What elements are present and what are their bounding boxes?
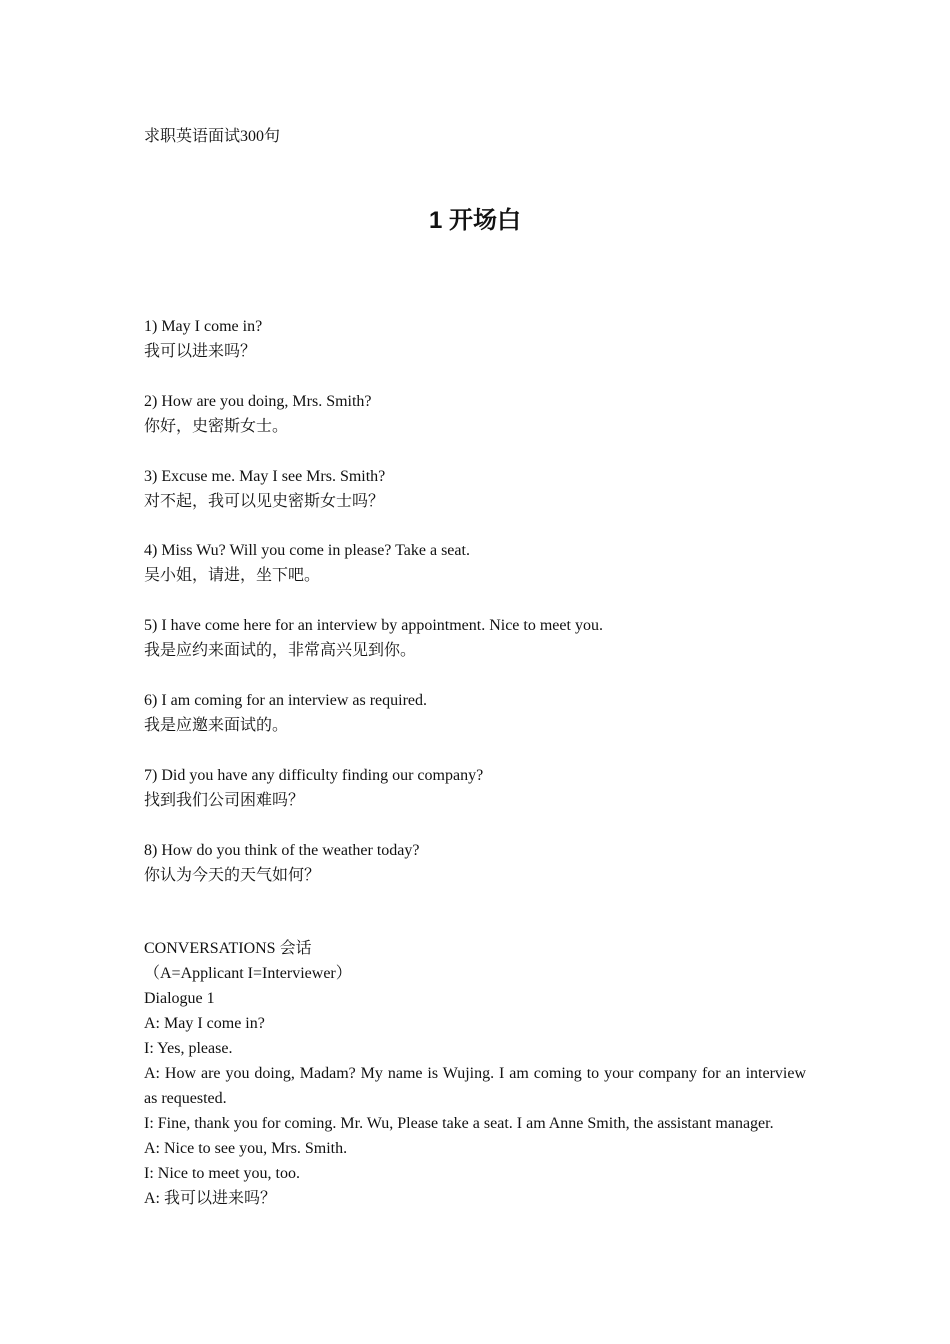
section-heading: 1 开场白 [428, 207, 521, 234]
phrase-item [144, 688, 806, 763]
phrase-chinese: 你好，史密斯女士。 [144, 417, 289, 435]
phrase-item [144, 763, 806, 838]
phrase-chinese: 我可以进来吗？ [144, 343, 257, 360]
dialogue-line: A: 我可以进来吗？ [144, 1190, 277, 1207]
phrase-chinese: 我是应邀来面试的。 [144, 716, 289, 734]
phrase-english: 1) May I come in? [144, 318, 263, 335]
conversations-legend: （A=Applicant I=Interviewer） [144, 965, 352, 982]
dialogue-line: A: May I come in? [144, 1015, 265, 1032]
dialogue-line: A: Nice to see you, Mrs. Smith. [144, 1140, 348, 1157]
phrase-item [144, 314, 806, 389]
phrase-chinese: 我是应约来面试的，非常高兴见到你。 [144, 642, 417, 660]
phrase-item [144, 464, 806, 539]
phrase-item [144, 838, 806, 913]
phrase-chinese: 吴小姐，请进，坐下吧。 [144, 567, 321, 585]
phrase-english: 6) I am coming for an interview as required. [144, 691, 428, 709]
phrase-english: 4) Miss Wu? Will you come in please? Take a seat. [144, 542, 470, 560]
phrase-english: 8) How do you think of the weather today? [144, 841, 420, 859]
phrase-english: 3) Excuse me. May I see Mrs. Smith? [144, 467, 386, 485]
dialogue-line: I: Fine, thank you for coming. Mr. Wu, Please take a seat. I am Anne Smith, the assistant manager. [144, 1115, 774, 1132]
dialogue-line: A: How are you doing, Madam? My name is Wujing. I am coming to your company for an interview as requested. [144, 1065, 806, 1107]
phrase-english: 5) I have come here for an interview by appointment. Nice to meet you. [144, 617, 603, 635]
dialogue-line: I: Yes, please. [144, 1040, 233, 1057]
phrase-item [144, 538, 806, 613]
dialogue-line: I: Nice to meet you, too. [144, 1165, 300, 1182]
phrase-list [144, 314, 806, 912]
document-title: 求职英语面试300句 [144, 128, 281, 145]
phrase-english: 7) Did you have any difficulty finding our company? [144, 766, 484, 784]
phrase-item [144, 389, 806, 464]
phrase-chinese: 你认为今天的天气如何？ [144, 866, 321, 884]
dialogue-title: Dialogue 1 [144, 990, 215, 1007]
phrase-item [144, 613, 806, 688]
conversations-section [144, 936, 806, 1211]
phrase-chinese: 对不起，我可以见史密斯女士吗？ [144, 492, 385, 510]
phrase-english: 2) How are you doing, Mrs. Smith? [144, 392, 372, 410]
conversations-title: CONVERSATIONS 会话 [144, 940, 312, 957]
phrase-chinese: 找到我们公司困难吗？ [144, 791, 305, 809]
